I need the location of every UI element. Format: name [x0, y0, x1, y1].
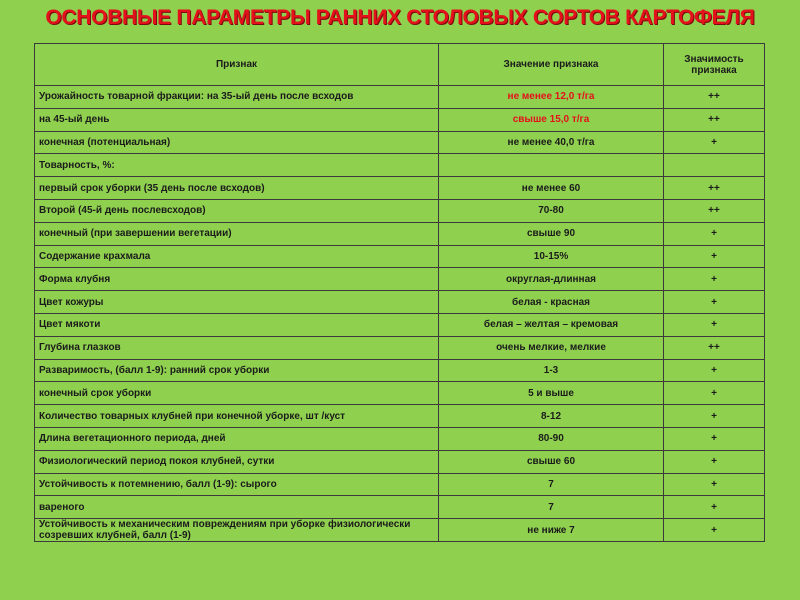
row-trait: на 45-ый день: [35, 108, 439, 131]
row-trait: Товарность, %:: [35, 154, 439, 177]
row-trait: первый срок уборки (35 день после всходов): [35, 177, 439, 200]
row-significance: ++: [664, 177, 765, 200]
row-value: не менее 12,0 т/га: [439, 86, 664, 109]
table-row: [35, 427, 765, 450]
table-row: [35, 382, 765, 405]
row-significance: +: [664, 405, 765, 428]
table-row: [35, 177, 765, 200]
row-value: не менее 60: [439, 177, 664, 200]
row-value: свыше 15,0 т/га: [439, 108, 664, 131]
row-value: 1-3: [439, 359, 664, 382]
row-significance: +: [664, 427, 765, 450]
table-row: [35, 154, 765, 177]
row-value: 70-80: [439, 199, 664, 222]
row-trait: Цвет мякоти: [35, 313, 439, 336]
table-row: [35, 108, 765, 131]
row-trait: вареного: [35, 496, 439, 519]
row-trait: Физиологический период покоя клубней, сутки: [35, 450, 439, 473]
row-value: округлая-длинная: [439, 268, 664, 291]
table-row: [35, 245, 765, 268]
row-significance: +: [664, 519, 765, 542]
table-row: [35, 359, 765, 382]
row-significance: +: [664, 222, 765, 245]
table-header-row: [35, 44, 765, 86]
row-value: не менее 40,0 т/га: [439, 131, 664, 154]
table-row: [35, 291, 765, 314]
row-significance: +: [664, 382, 765, 405]
row-significance: ++: [664, 108, 765, 131]
row-significance: +: [664, 313, 765, 336]
row-value: очень мелкие, мелкие: [439, 336, 664, 359]
row-value: 80-90: [439, 427, 664, 450]
header-value: Значение признака: [439, 44, 664, 86]
row-trait: Содержание крахмала: [35, 245, 439, 268]
table-row: [35, 405, 765, 428]
row-value: свыше 60: [439, 450, 664, 473]
parameters-table: [34, 43, 765, 542]
row-significance: ++: [664, 336, 765, 359]
table-row: [35, 496, 765, 519]
row-significance: +: [664, 496, 765, 519]
row-trait: Устойчивость к потемнению, балл (1-9): сырого: [35, 473, 439, 496]
row-trait: Урожайность товарной фракции: на 35-ый день после всходов: [35, 86, 439, 109]
row-trait: Длина вегетационного периода, дней: [35, 427, 439, 450]
table-row: [35, 336, 765, 359]
row-significance: +: [664, 245, 765, 268]
row-value: не ниже 7: [439, 519, 664, 542]
table-row: [35, 131, 765, 154]
row-trait: конечный срок уборки: [35, 382, 439, 405]
row-trait: конечный (при завершении вегетации): [35, 222, 439, 245]
row-trait: Второй (45-й день послевсходов): [35, 199, 439, 222]
row-trait: Количество товарных клубней при конечной уборке, шт /куст: [35, 405, 439, 428]
row-value: 8-12: [439, 405, 664, 428]
row-trait: Устойчивость к механическим повреждениям при уборке физиологически созревших клубней, балл (1-9): [35, 519, 439, 542]
row-significance: +: [664, 359, 765, 382]
row-significance: ++: [664, 199, 765, 222]
row-significance: +: [664, 450, 765, 473]
table-row: [35, 222, 765, 245]
row-trait: конечная (потенциальная): [35, 131, 439, 154]
row-value: белая – желтая – кремовая: [439, 313, 664, 336]
row-significance: [664, 154, 765, 177]
row-significance: ++: [664, 86, 765, 109]
row-significance: +: [664, 291, 765, 314]
table-row: [35, 268, 765, 291]
row-trait: Глубина глазков: [35, 336, 439, 359]
header-trait: Признак: [35, 44, 439, 86]
slide-title: ОСНОВНЫЕ ПАРАМЕТРЫ РАННИХ СТОЛОВЫХ СОРТОВ КАРТОФЕЛЯ: [45, 6, 755, 29]
table-row: [35, 86, 765, 109]
table-row: [35, 313, 765, 336]
table-row: [35, 199, 765, 222]
row-significance: +: [664, 473, 765, 496]
row-value: 10-15%: [439, 245, 664, 268]
row-value: свыше 90: [439, 222, 664, 245]
table-row: [35, 519, 765, 542]
row-trait: Форма клубня: [35, 268, 439, 291]
row-value: 7: [439, 496, 664, 519]
row-value: белая - красная: [439, 291, 664, 314]
row-value: 7: [439, 473, 664, 496]
table-row: [35, 450, 765, 473]
row-value: 5 и выше: [439, 382, 664, 405]
row-trait: Цвет кожуры: [35, 291, 439, 314]
row-significance: +: [664, 131, 765, 154]
table-row: [35, 473, 765, 496]
header-significance: Значимость признака: [664, 44, 765, 86]
row-significance: +: [664, 268, 765, 291]
row-trait: Разваримость, (балл 1-9): ранний срок уборки: [35, 359, 439, 382]
row-value: [439, 154, 664, 177]
